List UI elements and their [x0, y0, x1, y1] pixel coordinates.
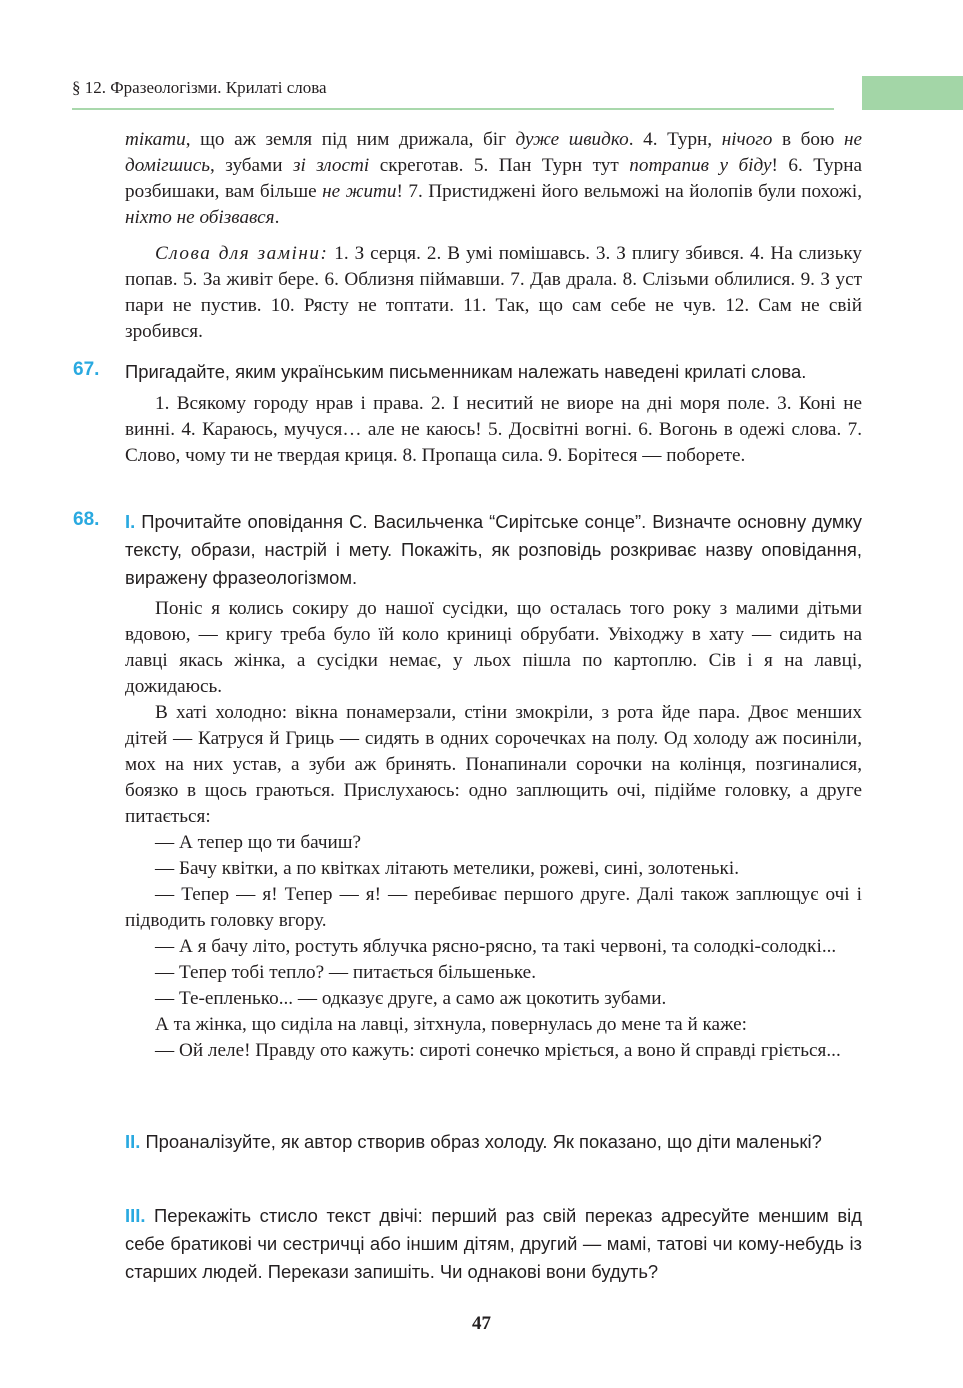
replacement-label: Слова для заміни:: [155, 243, 329, 264]
exercise-68-part-3-task: [125, 1202, 862, 1286]
exercise-67-quotes: [125, 391, 862, 469]
part-1-label: І.: [125, 511, 136, 532]
exercise-68-part-3: [125, 1202, 862, 1286]
text-run: скреготав. 5. Пан Турн тут: [369, 155, 630, 176]
exercise-68-part-1-task: [125, 508, 862, 592]
continuation-text: [125, 127, 862, 231]
exercise-67-text: 1. Всякому городу нрав і права. 2. І неситий не виоре на дні моря поле. 3. Коні не винні. 4. Караюсь, мучуся… але не каюсь! 5. Досвітні вогні. 6. Вогонь в одежі слова. 7. Слово, чому ти не твердая криця. 8. Пропаща сила. 9. Борітеся — поборете.: [125, 393, 862, 466]
dialogue-line: — А тепер що ти бачиш?: [155, 832, 362, 853]
exercise-68-part-1: [125, 508, 862, 592]
dialogue-line: — Бачу квітки, а по квітках літають метелики, рожеві, сині, золотенькі.: [155, 858, 740, 879]
exercise-67-task: Пригадайте, яким українським письменникам належать наведені крилаті слова.: [125, 361, 807, 382]
dialogue-line: — Ой леле! Правду ото кажуть: сироті сонечко мріється, а воно й справді гріється...: [155, 1040, 841, 1061]
italic-phrase: ніхто не обізвався: [125, 207, 275, 228]
header-color-tab: [862, 76, 963, 110]
italic-phrase: зі злості: [292, 155, 370, 176]
part-2-text: Проаналізуйте, як автор створив образ холоду. Як показано, що діти маленькі?: [140, 1131, 822, 1152]
story-paragraph-1: Поніс я колись сокиру до нашої сусідки, що осталась того року з малими дітьми вдовою, — кригу треба було їй коло криниці обрубати. Увіходжу в хату — сидить на лавці якась жінка, а сусідки немає, у льох пішла по картоплю. Сів і я на лавці, дожидаюсь.: [125, 598, 862, 697]
exercise-67-number: 67.: [73, 359, 100, 380]
dialogue-line: — Тепер тобі тепло? — питається більшеньке.: [155, 962, 536, 983]
continuation-paragraph: [125, 127, 862, 231]
narration-line: А та жінка, що сиділа на лавці, зітхнула, повернулась до мене та й каже:: [155, 1014, 747, 1035]
part-2-label: ІІ.: [125, 1131, 141, 1152]
italic-phrase: тікати: [125, 129, 186, 150]
part-3-text: Перекажіть стисло текст двічі: перший раз свій переказ адресуйте меншим від себе братикові чи сестричці або іншим дітям, другий — мамі, татові чи кому-небудь із старших людей. Перекази запишіть. Чи однакові вони будуть?: [125, 1205, 862, 1282]
dialogue-line: — Те-епленько... — одказує друге, а само аж цокотить зубами.: [155, 988, 667, 1009]
header-rule: [72, 108, 834, 110]
replacement-list: 1. З серця. 2. В умі помішавсь. 3. З плигу збився. 4. На слизьку попав. 5. За живіт бере. 6. Облизня піймавши. 7. Дав драла. 8. Слізьми облилися. 9. З уст пари не пустив. 10. Рясту не топтати. 11. Так, що сам себе не чув. 12. Сам не свій зробився.: [125, 243, 862, 342]
story-text: [125, 596, 862, 1064]
replacement-words: [125, 241, 862, 345]
italic-phrase: не жити: [322, 181, 397, 202]
exercise-68-part-2: [125, 1128, 862, 1156]
text-run: .: [274, 207, 280, 228]
part-1-text: Прочитайте оповідання С. Васильченка “Сирітське сонце”. Визначте основну думку тексту, образи, настрій і мету. Покажіть, як розповідь розкриває назву оповідання, виражену фразеологізмом.: [125, 511, 862, 588]
story-paragraph-2: В хаті холодно: вікна понамерзали, стіни змокріли, з рота йде пара. Двоє менших дітей — Катруся й Гриць — сидять в одних сорочечках на полу. Од холоду аж посиніли, мох на них устав, а зуби аж бринять. Понапинали сорочки на колінця, позгиналися, боязко в щось граються. Прислухаюсь: одно заплющить очі, підійме головку, а друге питається:: [125, 702, 862, 827]
part-3-label: ІІІ.: [125, 1205, 146, 1226]
chapter-header-title: § 12. Фразеологізми. Крилаті слова: [72, 78, 327, 97]
text-run: . 4. Турн,: [628, 129, 722, 150]
italic-phrase: не домігшись: [125, 129, 862, 176]
page-number: 47: [472, 1313, 491, 1334]
replacement-text: [125, 241, 862, 345]
text-run: ! 6. Турна розбишаки, вам більше: [125, 155, 862, 202]
italic-phrase: дуже швидко: [515, 129, 629, 150]
exercise-67: [125, 358, 862, 386]
dialogue-line: — Тепер — я! Тепер — я! — перебиває першого друге. Далі також заплющує очі і підводить головку вгору.: [125, 884, 862, 931]
text-run: , що аж земля під ним дрижала, біг: [185, 129, 516, 150]
text-run: в бою: [772, 129, 844, 150]
text-run: ! 7. Пристиджені його вельможі на йолопів були похожі,: [396, 181, 862, 202]
exercise-68-number: 68.: [73, 509, 100, 530]
dialogue-line: — А я бачу літо, ростуть яблучка рясно-рясно, та такі червоні, та солодкі-солодкі...: [155, 936, 837, 957]
text-run: , зубами: [209, 155, 293, 176]
italic-phrase: нічого: [721, 129, 773, 150]
exercise-68-part-2-task: [125, 1128, 862, 1156]
italic-phrase: потрапив у біду: [629, 155, 772, 176]
